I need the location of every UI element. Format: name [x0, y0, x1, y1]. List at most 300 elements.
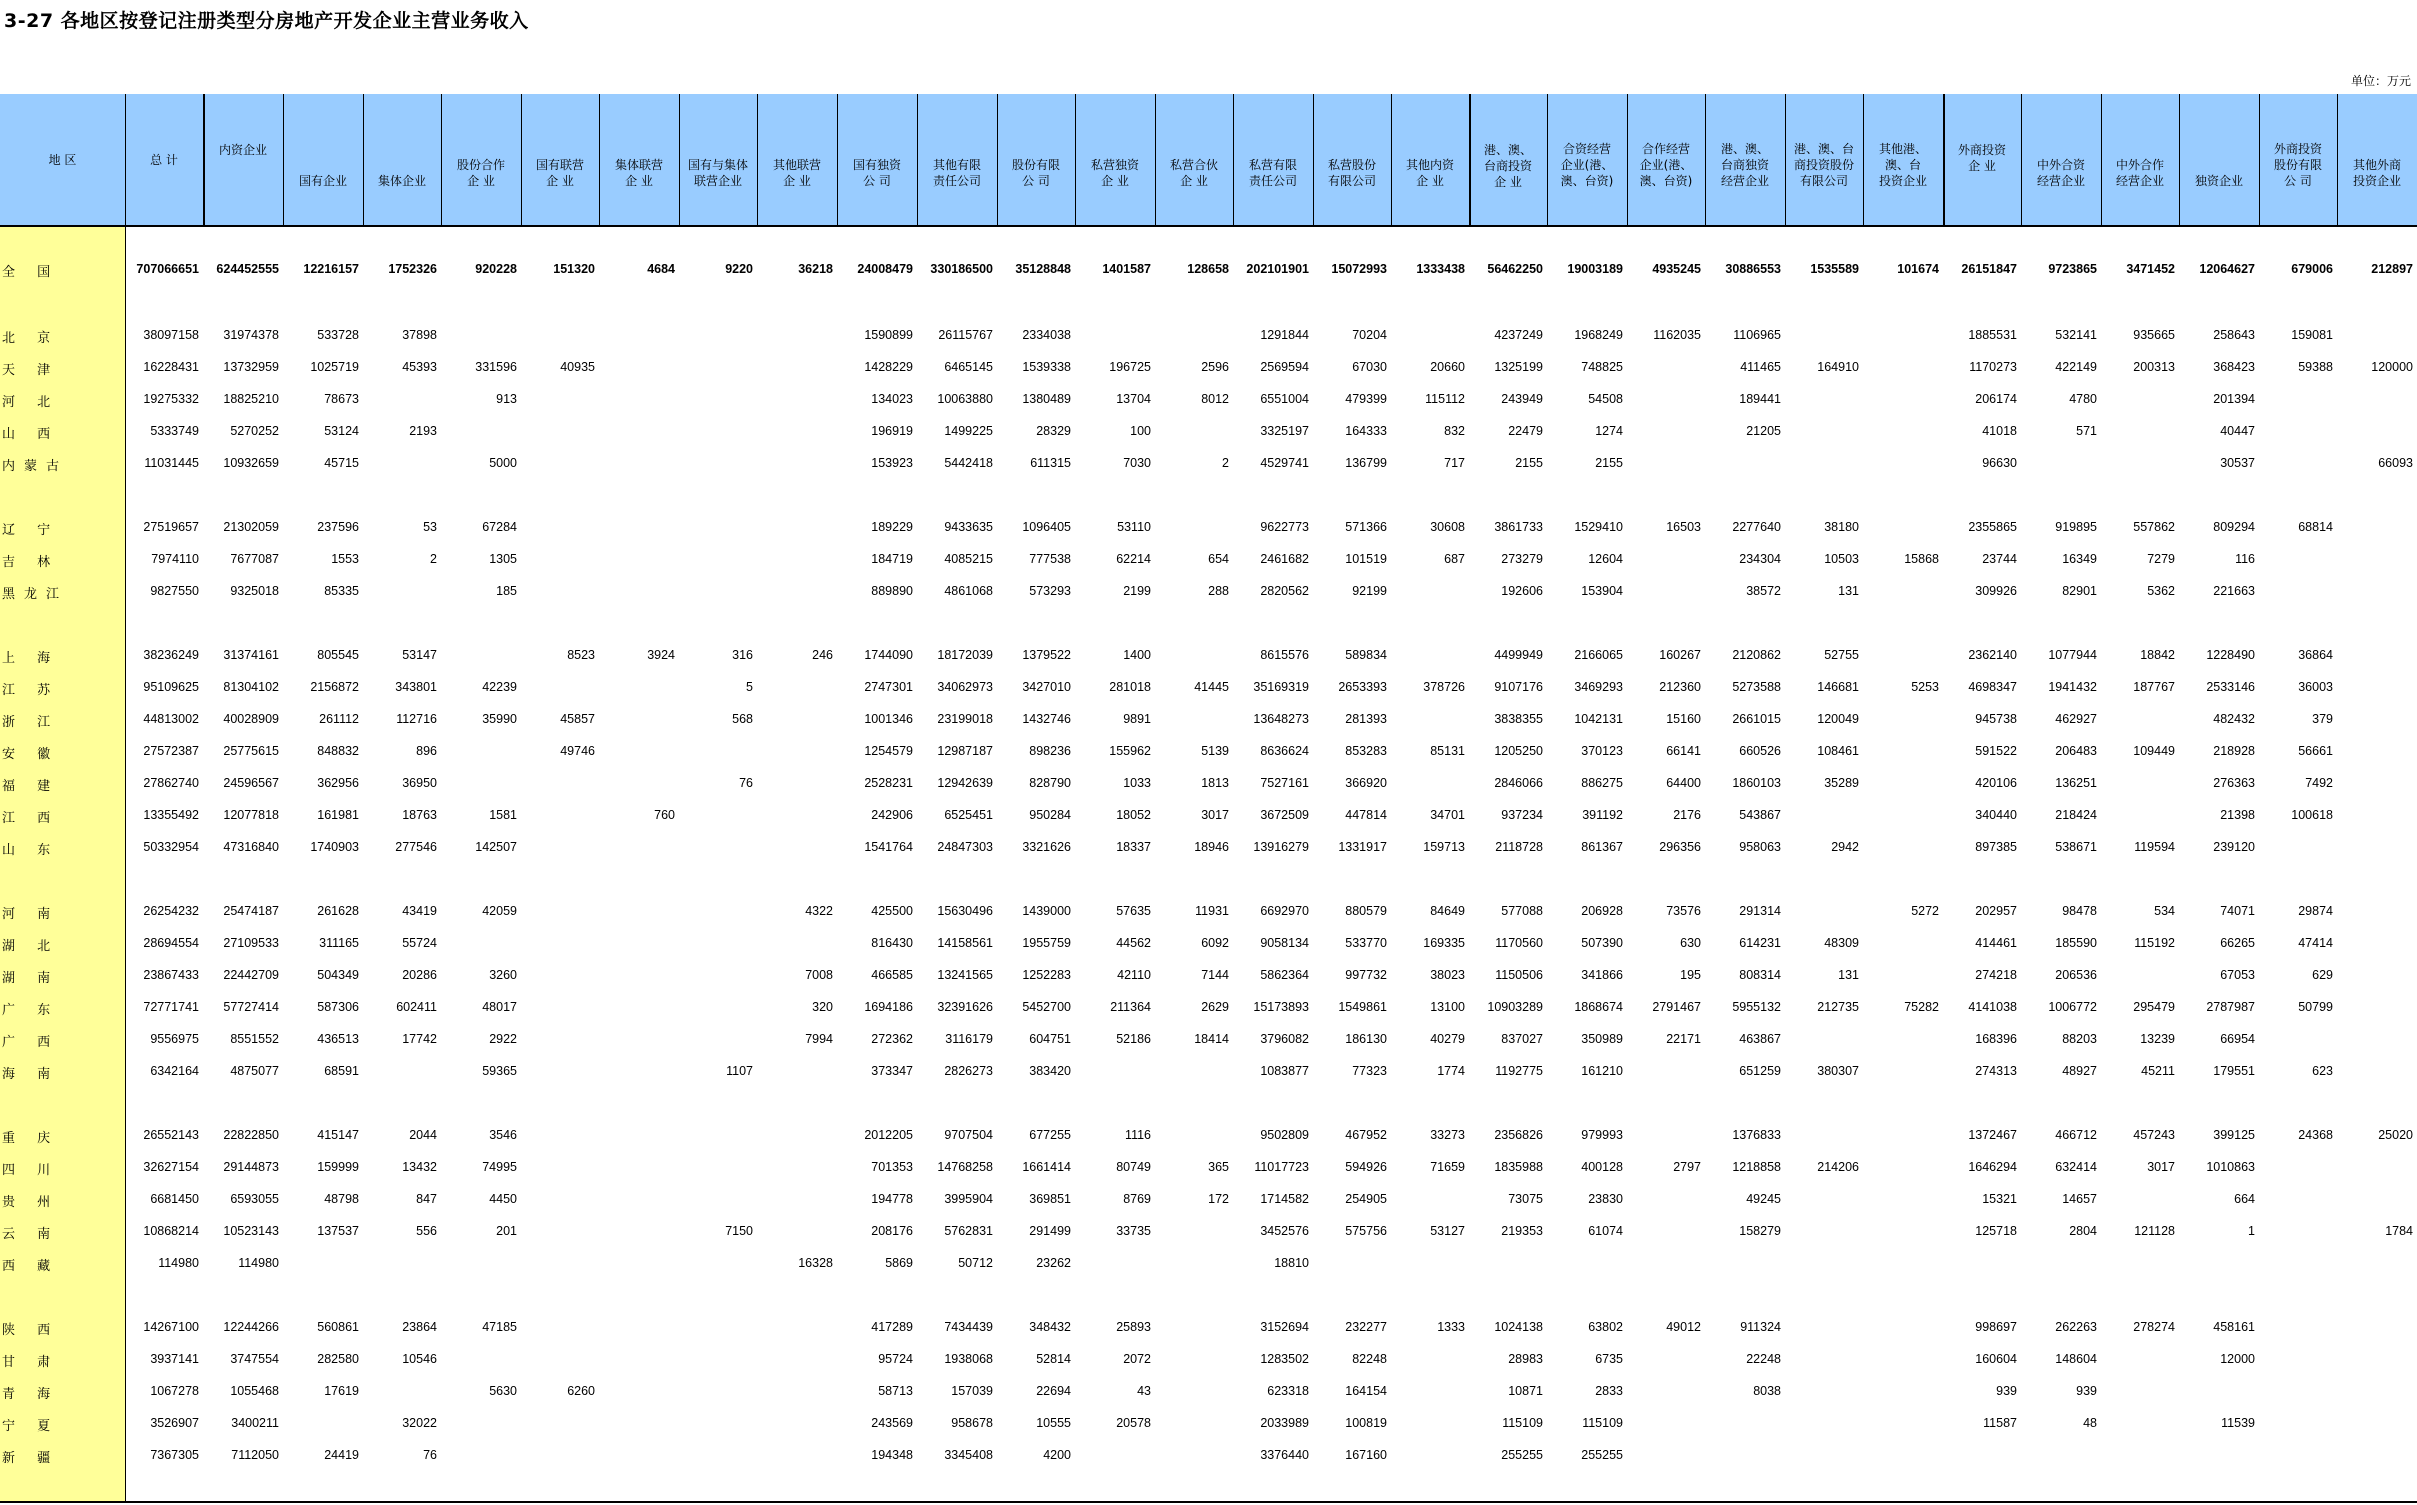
table-cell: 1714582 [1260, 1192, 1309, 1206]
table-cell: 1955759 [1022, 936, 1071, 950]
table-cell: 2922 [489, 1032, 517, 1046]
region-label: 海 南 [2, 1067, 60, 1082]
table-cell: 1372467 [1968, 1128, 2017, 1142]
table-cell: 115109 [1582, 1416, 1623, 1430]
table-cell: 25474187 [223, 904, 279, 918]
table-cell: 16349 [2062, 552, 2097, 566]
table-cell: 5362 [2147, 584, 2175, 598]
table-cell: 2653393 [1338, 680, 1387, 694]
table-cell: 9827550 [150, 584, 199, 598]
table-cell: 10932659 [223, 456, 279, 470]
table-cell: 482432 [2213, 712, 2255, 726]
table-cell: 114980 [238, 1256, 279, 1270]
table-cell: 185590 [2055, 936, 2097, 950]
table-cell: 116 [2235, 552, 2255, 566]
table-cell: 1541764 [864, 840, 913, 854]
table-cell: 760 [654, 808, 675, 822]
table-cell: 5630 [489, 1384, 517, 1398]
table-cell: 3672509 [1260, 808, 1309, 822]
region-label: 吉 林 [2, 555, 60, 570]
table-cell: 7150 [725, 1224, 753, 1238]
table-cell: 35169319 [1253, 680, 1309, 694]
table-cell: 3345408 [944, 1448, 993, 1462]
region-label: 江 西 [2, 811, 60, 826]
table-cell: 340440 [1975, 808, 2017, 822]
table-cell: 1752326 [388, 262, 437, 276]
table-cell: 18172039 [937, 648, 993, 662]
table-cell: 50712 [958, 1256, 993, 1270]
table-cell: 9891 [1123, 712, 1151, 726]
table-cell: 16503 [1666, 520, 1701, 534]
table-cell: 1083877 [1260, 1064, 1309, 1078]
table-cell: 273279 [1501, 552, 1543, 566]
table-cell: 28694554 [143, 936, 199, 950]
table-cell: 6593055 [230, 1192, 279, 1206]
table-cell: 9723865 [2048, 262, 2097, 276]
table-cell: 853283 [1345, 744, 1387, 758]
region-label: 山 西 [2, 427, 60, 442]
table-cell: 11587 [1983, 1416, 2017, 1430]
table-cell: 19003189 [1567, 262, 1623, 276]
table-cell: 6681450 [150, 1192, 199, 1206]
table-cell: 234304 [1739, 552, 1781, 566]
table-cell: 48798 [324, 1192, 359, 1206]
table-cell: 939 [2076, 1384, 2097, 1398]
table-cell: 142507 [475, 840, 517, 854]
table-cell: 4322 [805, 904, 833, 918]
table-cell: 998697 [1975, 1320, 2017, 1334]
table-cell: 119594 [2134, 840, 2175, 854]
table-cell: 805545 [317, 648, 359, 662]
table-cell: 2334038 [1022, 328, 1071, 342]
table-cell: 189441 [1739, 392, 1781, 406]
region-label: 天 津 [2, 363, 60, 378]
table-cell: 50332954 [143, 840, 199, 854]
table-cell: 115109 [1502, 1416, 1543, 1430]
table-cell: 53147 [402, 648, 437, 662]
table-cell: 47414 [2298, 936, 2333, 950]
table-cell: 457243 [2133, 1128, 2175, 1142]
table-cell: 13239 [2140, 1032, 2175, 1046]
region-label: 上 海 [2, 651, 60, 666]
table-cell: 331596 [475, 360, 517, 374]
table-cell: 2846066 [1494, 776, 1543, 790]
table-cell: 7677087 [230, 552, 279, 566]
table-cell: 3838355 [1494, 712, 1543, 726]
table-cell: 67030 [1352, 360, 1387, 374]
table-cell: 11931 [1195, 904, 1229, 918]
table-cell: 81304102 [223, 680, 279, 694]
table-cell: 1813 [1201, 776, 1229, 790]
table-cell: 121128 [2134, 1224, 2175, 1238]
table-cell: 624452555 [216, 262, 279, 276]
table-cell: 533770 [1345, 936, 1387, 950]
table-cell: 12987187 [937, 744, 993, 758]
table-cell: 30886553 [1725, 262, 1781, 276]
table-cell: 1401587 [1102, 262, 1151, 276]
table-cell: 187767 [2133, 680, 2175, 694]
table-cell: 84649 [1430, 904, 1465, 918]
table-cell: 1077944 [2048, 648, 2097, 662]
table-cell: 261112 [319, 712, 359, 726]
table-cell: 1868674 [1574, 1000, 1623, 1014]
table-cell: 5270252 [230, 424, 279, 438]
table-cell: 92199 [1352, 584, 1387, 598]
table-cell: 20578 [1116, 1416, 1151, 1430]
table-cell: 23744 [1982, 552, 2017, 566]
table-cell: 136251 [2055, 776, 2097, 790]
table-cell: 898236 [1029, 744, 1071, 758]
table-cell: 534 [2154, 904, 2175, 918]
table-cell: 12942639 [937, 776, 993, 790]
column-header [2259, 94, 2337, 225]
table-cell: 1325199 [1494, 360, 1543, 374]
column-header-label: 中外合资 经营企业 [2036, 158, 2085, 188]
table-cell: 677255 [1029, 1128, 1071, 1142]
table-cell: 920228 [475, 262, 517, 276]
table-cell: 153904 [1581, 584, 1623, 598]
table-cell: 6692970 [1260, 904, 1309, 918]
table-cell: 10063880 [937, 392, 993, 406]
column-header-label: 私营股份 有限公司 [1327, 158, 1376, 188]
table-cell: 17619 [324, 1384, 359, 1398]
table-cell: 1283502 [1260, 1352, 1309, 1366]
table-cell: 196725 [1109, 360, 1151, 374]
table-cell: 27572387 [143, 744, 199, 758]
table-cell: 10523143 [223, 1224, 279, 1238]
table-cell: 15160 [1666, 712, 1701, 726]
column-header [1155, 94, 1233, 225]
table-cell: 532141 [2055, 328, 2097, 342]
table-cell: 1025719 [310, 360, 359, 374]
table-cell: 52755 [1824, 648, 1859, 662]
column-header [1863, 94, 1943, 225]
table-cell: 26115767 [938, 328, 993, 342]
table-cell: 98478 [2062, 904, 2097, 918]
table-cell: 206928 [1581, 904, 1623, 918]
table-cell: 291314 [1739, 904, 1781, 918]
table-cell: 1744090 [864, 648, 913, 662]
table-cell: 49012 [1666, 1320, 1701, 1334]
region-label: 黑龙江 [2, 587, 69, 602]
column-header-label: 其他外商 投资企业 [2352, 158, 2401, 188]
table-cell: 44813002 [143, 712, 199, 726]
table-cell: 399125 [2213, 1128, 2255, 1142]
table-cell: 614231 [1739, 936, 1781, 950]
table-cell: 48927 [2062, 1064, 2097, 1078]
table-cell: 50799 [2298, 1000, 2333, 1014]
table-cell: 159081 [2291, 328, 2333, 342]
column-header-label: 其他内资 企 业 [1405, 158, 1454, 188]
table-cell: 85131 [1430, 744, 1465, 758]
table-cell: 8523 [567, 648, 595, 662]
table-cell: 1400 [1123, 648, 1151, 662]
table-cell: 9220 [725, 262, 753, 276]
table-cell: 13355492 [143, 808, 199, 822]
table-cell: 218424 [2055, 808, 2097, 822]
table-cell: 291499 [1029, 1224, 1071, 1238]
table-cell: 414461 [1975, 936, 2017, 950]
table-cell: 282580 [317, 1352, 359, 1366]
table-cell: 2942 [1831, 840, 1859, 854]
table-cell: 146681 [1817, 680, 1859, 694]
table-cell: 556 [416, 1224, 437, 1238]
table-cell: 343801 [395, 680, 437, 694]
table-cell: 18946 [1194, 840, 1229, 854]
table-cell: 131 [1838, 584, 1859, 598]
table-cell: 274313 [1975, 1064, 2017, 1078]
column-header [283, 94, 363, 225]
table-cell: 1067278 [150, 1384, 199, 1398]
table-cell: 10555 [1036, 1416, 1071, 1430]
table-cell: 2277640 [1732, 520, 1781, 534]
table-cell: 701353 [871, 1160, 913, 1174]
table-cell: 35289 [1824, 776, 1859, 790]
column-header [2179, 94, 2259, 225]
table-cell: 9502809 [1260, 1128, 1309, 1142]
table-cell: 4780 [2069, 392, 2097, 406]
table-cell: 20286 [402, 968, 437, 982]
table-cell: 341866 [1581, 968, 1623, 982]
column-header-label: 港、澳、台 商投资股份 有限公司 [1793, 142, 1854, 188]
column-header [1469, 94, 1547, 225]
table-cell: 3017 [1201, 808, 1229, 822]
table-cell: 2528231 [864, 776, 913, 790]
column-header-label: 国有与集体 联营企业 [687, 158, 748, 188]
table-cell: 1860103 [1732, 776, 1781, 790]
table-cell: 38236249 [143, 648, 199, 662]
table-cell: 479399 [1345, 392, 1387, 406]
table-cell: 629 [2312, 968, 2333, 982]
table-cell: 59365 [482, 1064, 517, 1078]
table-cell: 28983 [1508, 1352, 1543, 1366]
column-header [1627, 94, 1705, 225]
table-cell: 201394 [2213, 392, 2255, 406]
table-cell: 151320 [553, 262, 595, 276]
table-cell: 16328 [798, 1256, 833, 1270]
region-label: 青 海 [2, 1387, 60, 1402]
table-cell: 112716 [396, 712, 437, 726]
table-cell: 2 [430, 552, 437, 566]
table-cell: 295479 [2133, 1000, 2175, 1014]
table-cell: 82248 [1352, 1352, 1387, 1366]
table-cell: 422149 [2055, 360, 2097, 374]
table-cell: 3400211 [231, 1416, 279, 1430]
table-cell: 23262 [1036, 1256, 1071, 1270]
table-cell: 201 [496, 1224, 517, 1238]
table-cell: 281018 [1109, 680, 1151, 694]
table-cell: 212360 [1659, 680, 1701, 694]
table-cell: 1439000 [1022, 904, 1071, 918]
table-cell: 76 [739, 776, 753, 790]
table-cell: 37898 [402, 328, 437, 342]
table-cell: 7527161 [1260, 776, 1309, 790]
table-cell: 368423 [2213, 360, 2255, 374]
table-cell: 5272 [1911, 904, 1939, 918]
table-cell: 21205 [1746, 424, 1781, 438]
table-cell: 164910 [1817, 360, 1859, 374]
table-cell: 96630 [1982, 456, 2017, 470]
table-cell: 55724 [402, 936, 437, 950]
column-header-label: 外商投资 股份有限 公 司 [2273, 142, 2322, 188]
table-cell: 7974110 [151, 552, 199, 566]
table-cell: 169335 [1423, 936, 1465, 950]
table-cell: 17742 [402, 1032, 437, 1046]
table-cell: 40279 [1430, 1032, 1465, 1046]
table-cell: 11539 [2221, 1416, 2255, 1430]
table-cell: 466585 [871, 968, 913, 982]
table-cell: 1968249 [1574, 328, 1623, 342]
table-cell: 200313 [2133, 360, 2175, 374]
table-cell: 3321626 [1022, 840, 1071, 854]
table-cell: 886275 [1581, 776, 1623, 790]
column-header [837, 94, 917, 225]
table-cell: 316 [732, 648, 753, 662]
region-label: 甘 肃 [2, 1355, 60, 1370]
table-cell: 571366 [1345, 520, 1387, 534]
table-cell: 15072993 [1331, 262, 1387, 276]
table-cell: 3796082 [1260, 1032, 1309, 1046]
table-cell: 1305 [489, 552, 517, 566]
table-cell: 1252283 [1022, 968, 1071, 982]
table-cell: 262263 [2055, 1320, 2097, 1334]
table-cell: 158279 [1739, 1224, 1781, 1238]
table-cell: 380307 [1817, 1064, 1859, 1078]
table-cell: 196919 [871, 424, 913, 438]
table-cell: 2569594 [1260, 360, 1309, 374]
table-cell: 362956 [317, 776, 359, 790]
table-cell: 22479 [1508, 424, 1543, 438]
column-header [757, 94, 837, 225]
table-cell: 373347 [871, 1064, 913, 1078]
table-cell: 6525451 [944, 808, 993, 822]
table-cell: 33273 [1430, 1128, 1465, 1142]
column-header-label: 股份合作 企 业 [456, 158, 505, 188]
table-cell: 15630496 [937, 904, 993, 918]
table-cell: 161981 [317, 808, 359, 822]
table-cell: 9325018 [230, 584, 279, 598]
table-cell: 206174 [1975, 392, 2017, 406]
table-cell: 186130 [1345, 1032, 1387, 1046]
table-cell: 9707504 [944, 1128, 993, 1142]
table-cell: 350989 [1581, 1032, 1623, 1046]
table-cell: 115112 [1425, 392, 1465, 406]
table-cell: 945738 [1975, 712, 2017, 726]
table-cell: 370123 [1581, 744, 1623, 758]
table-cell: 109449 [2133, 744, 2175, 758]
table-cell: 24596567 [223, 776, 279, 790]
table-cell: 58713 [878, 1384, 913, 1398]
column-header [521, 94, 599, 225]
table-cell: 1380489 [1022, 392, 1071, 406]
table-cell: 73576 [1666, 904, 1701, 918]
table-cell: 8769 [1123, 1192, 1151, 1206]
table-cell: 45857 [560, 712, 595, 726]
table-cell: 34701 [1430, 808, 1465, 822]
table-cell: 108461 [1817, 744, 1859, 758]
table-cell: 206483 [2055, 744, 2097, 758]
table-cell: 77323 [1352, 1064, 1387, 1078]
table-cell: 7434439 [944, 1320, 993, 1334]
table-cell: 276363 [2213, 776, 2255, 790]
table-cell: 623 [2312, 1064, 2333, 1078]
column-header-label: 港、澳、 台商投资 企 业 [1483, 143, 1532, 189]
table-cell: 206536 [2055, 968, 2097, 982]
table-cell: 45393 [402, 360, 437, 374]
table-cell: 67284 [482, 520, 517, 534]
table-cell: 53127 [1430, 1224, 1465, 1238]
table-cell: 47316840 [223, 840, 279, 854]
table-cell: 1661414 [1022, 1160, 1071, 1174]
table-cell: 378726 [1423, 680, 1465, 694]
table-cell: 9433635 [944, 520, 993, 534]
table-cell: 38097158 [143, 328, 199, 342]
table-cell: 591522 [1975, 744, 2017, 758]
table-cell: 557862 [2133, 520, 2175, 534]
table-cell: 2118728 [1495, 840, 1543, 854]
region-label: 广 西 [2, 1035, 60, 1050]
table-cell: 43419 [402, 904, 437, 918]
table-cell: 12604 [1588, 552, 1623, 566]
table-cell: 6465145 [944, 360, 993, 374]
column-header-label: 合资经营 企业(港、 澳、台资) [1560, 142, 1614, 188]
table-cell: 160267 [1659, 648, 1701, 662]
table-cell: 48017 [482, 1000, 517, 1014]
table-cell: 623318 [1267, 1384, 1309, 1398]
table-cell: 897385 [1975, 840, 2017, 854]
column-header-label: 私营有限 责任公司 [1248, 158, 1297, 188]
table-cell: 664 [2234, 1192, 2255, 1206]
region-label: 云 南 [2, 1227, 60, 1242]
table-cell: 309926 [1975, 584, 2017, 598]
table-cell: 7279 [2147, 552, 2175, 566]
table-cell: 7008 [805, 968, 833, 982]
table-cell: 74995 [482, 1160, 517, 1174]
table-cell: 1170273 [1969, 360, 2017, 374]
table-cell: 5273588 [1732, 680, 1781, 694]
column-header-label: 国有联营 企 业 [535, 158, 584, 188]
table-cell: 5869 [885, 1256, 913, 1270]
table-cell: 160604 [1975, 1352, 2017, 1366]
table-cell: 2072 [1123, 1352, 1151, 1366]
table-cell: 417289 [871, 1320, 913, 1334]
table-cell: 602411 [396, 1000, 437, 1014]
table-cell: 35990 [482, 712, 517, 726]
table-cell: 12000 [2220, 1352, 2255, 1366]
column-header-label: 其他港、 澳、台 投资企业 [1878, 142, 1927, 188]
table-cell: 4141038 [1968, 1000, 2017, 1014]
table-cell: 66265 [2220, 936, 2255, 950]
column-header [599, 94, 679, 225]
column-header [1705, 94, 1785, 225]
table-cell: 194778 [871, 1192, 913, 1206]
table-cell: 896 [416, 744, 437, 758]
table-cell: 31974378 [223, 328, 279, 342]
table-cell: 8551552 [230, 1032, 279, 1046]
table-cell: 365 [1208, 1160, 1229, 1174]
table-cell: 18810 [1274, 1256, 1309, 1270]
table-cell: 48309 [1824, 936, 1859, 950]
table-cell: 577088 [1501, 904, 1543, 918]
region-label: 北 京 [2, 331, 60, 346]
table-cell: 21398 [2220, 808, 2255, 822]
table-cell: 5253 [1911, 680, 1939, 694]
table-cell: 68591 [324, 1064, 359, 1078]
table-cell: 458161 [2213, 1320, 2255, 1334]
table-cell: 687 [1444, 552, 1465, 566]
table-cell: 157039 [951, 1384, 993, 1398]
table-cell: 2199 [1123, 584, 1151, 598]
